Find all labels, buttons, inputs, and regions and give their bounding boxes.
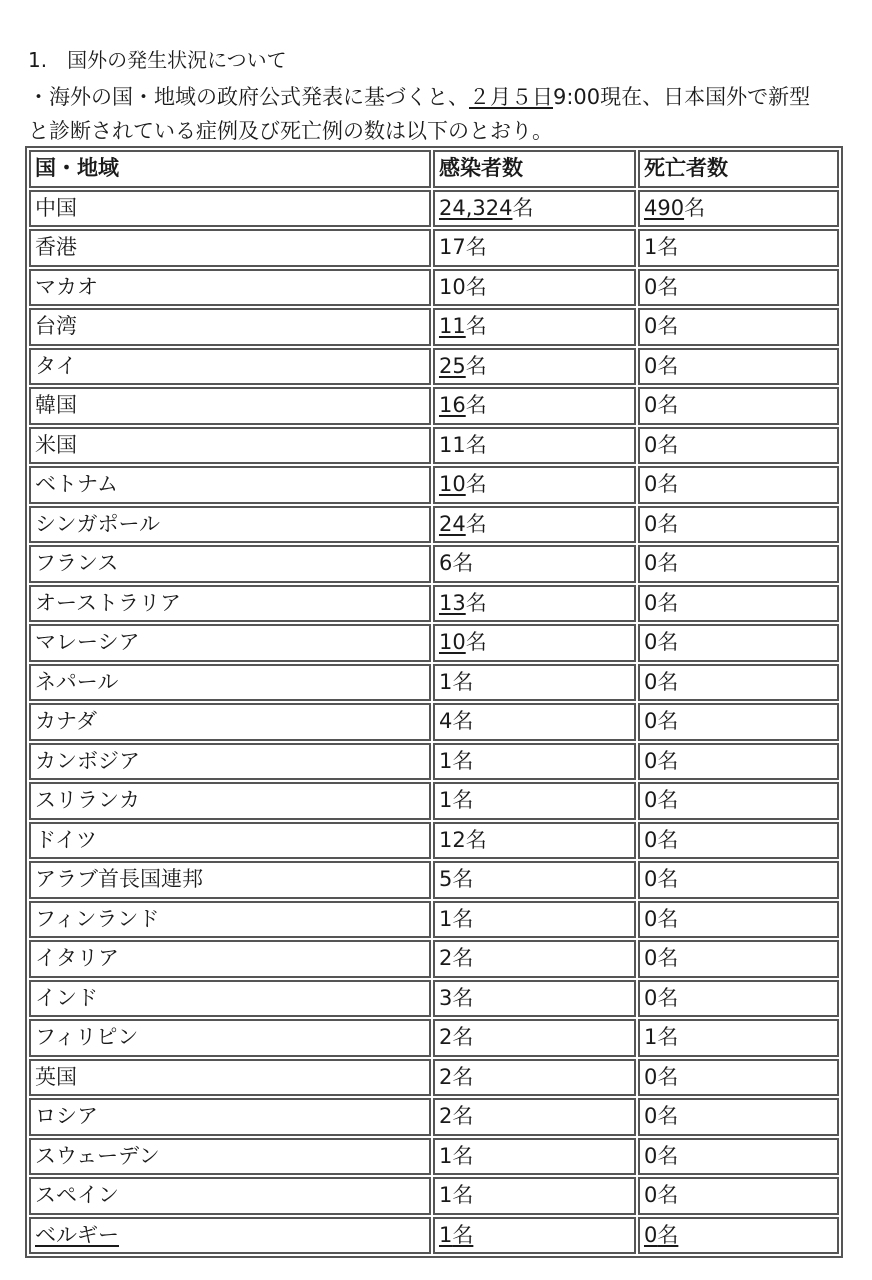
deaths-cell — [638, 1138, 839, 1176]
cases-value: 17 — [438, 235, 466, 260]
region-cell — [29, 901, 431, 939]
cases-value: 6 — [438, 551, 453, 576]
cases-value: 11 — [438, 314, 466, 339]
deaths-cell — [638, 1177, 839, 1215]
header-region: 国・地域 — [29, 150, 431, 188]
deaths-cell — [638, 822, 839, 860]
deaths-value: 0 — [643, 590, 658, 615]
deaths-value: 0 — [643, 985, 658, 1010]
region-cell — [29, 980, 431, 1018]
deaths-value: 0 — [643, 1183, 658, 1208]
cases-unit: 名 — [452, 551, 474, 576]
deaths-value: 0 — [643, 946, 658, 971]
deaths-unit: 名 — [657, 906, 679, 931]
cases-cell — [433, 743, 636, 781]
deaths-value: 0 — [643, 669, 658, 694]
region-cell — [29, 585, 431, 623]
deaths-unit: 名 — [657, 946, 679, 971]
deaths-unit: 名 — [657, 788, 679, 813]
cases-unit: 名 — [452, 709, 474, 734]
deaths-unit: 名 — [657, 590, 679, 615]
table-header-row — [29, 150, 839, 188]
cases-cell — [433, 1059, 636, 1097]
cases-cell — [433, 545, 636, 583]
deaths-value: 490 — [643, 195, 685, 220]
deaths-unit: 名 — [657, 1064, 679, 1089]
deaths-cell — [638, 624, 839, 662]
deaths-value: 0 — [643, 867, 658, 892]
deaths-value: 0 — [643, 274, 658, 299]
region-cell — [29, 940, 431, 978]
region-cell — [29, 427, 431, 465]
deaths-cell — [638, 1098, 839, 1136]
table-body — [29, 190, 839, 1255]
deaths-cell — [638, 229, 839, 267]
cases-unit: 名 — [452, 1064, 474, 1089]
deaths-unit: 名 — [657, 1222, 679, 1247]
table-row — [29, 427, 839, 465]
cases-value: 13 — [438, 590, 466, 615]
table-row — [29, 545, 839, 583]
deaths-unit: 名 — [657, 827, 679, 852]
deaths-value: 0 — [643, 1064, 658, 1089]
deaths-unit: 名 — [657, 867, 679, 892]
deaths-cell — [638, 506, 839, 544]
region-cell — [29, 190, 431, 228]
table-row — [29, 980, 839, 1018]
deaths-unit: 名 — [657, 432, 679, 457]
deaths-value: 1 — [643, 235, 658, 260]
table-row — [29, 1059, 839, 1097]
table-row — [29, 1217, 839, 1255]
deaths-cell — [638, 901, 839, 939]
table-row — [29, 269, 839, 307]
header-deaths: 死亡者数 — [638, 150, 839, 188]
region-name: ドイツ — [35, 827, 97, 852]
region-name: フランス — [35, 551, 119, 576]
deaths-value: 0 — [643, 906, 658, 931]
region-name: インド — [35, 985, 98, 1010]
deaths-cell — [638, 664, 839, 702]
cases-cell — [433, 269, 636, 307]
intro-paragraph — [28, 80, 872, 148]
cases-value: 1 — [438, 788, 453, 813]
cases-unit: 名 — [465, 353, 487, 378]
region-cell — [29, 782, 431, 820]
region-name: ロシア — [35, 1104, 98, 1129]
deaths-value: 0 — [643, 1104, 658, 1129]
region-name: アラブ首長国連邦 — [35, 867, 203, 892]
deaths-cell — [638, 269, 839, 307]
deaths-cell — [638, 980, 839, 1018]
deaths-cell — [638, 190, 839, 228]
deaths-unit: 名 — [657, 1104, 679, 1129]
cases-unit: 名 — [465, 314, 487, 339]
cases-cell — [433, 308, 636, 346]
table-row — [29, 822, 839, 860]
table-row — [29, 190, 839, 228]
deaths-cell — [638, 466, 839, 504]
cases-value: 24,324 — [438, 195, 513, 220]
cases-value: 12 — [438, 827, 466, 852]
cases-unit: 名 — [452, 1183, 474, 1208]
cases-cell — [433, 585, 636, 623]
cases-unit: 名 — [452, 788, 474, 813]
deaths-cell — [638, 782, 839, 820]
cases-cell — [433, 782, 636, 820]
cases-cell — [433, 1217, 636, 1255]
region-cell — [29, 1177, 431, 1215]
cases-unit: 名 — [452, 1143, 474, 1168]
deaths-unit: 名 — [657, 353, 679, 378]
cases-cell — [433, 229, 636, 267]
intro-line-2: と診断されている症例及び死亡例の数は以下のとおり。 — [28, 119, 553, 143]
region-cell — [29, 1098, 431, 1136]
cases-unit: 名 — [452, 906, 474, 931]
deaths-unit: 名 — [657, 985, 679, 1010]
table-row — [29, 1098, 839, 1136]
deaths-value: 0 — [643, 393, 658, 418]
deaths-unit: 名 — [657, 235, 679, 260]
cases-cell — [433, 664, 636, 702]
region-name: ベルギー — [35, 1222, 119, 1247]
deaths-value: 0 — [643, 630, 658, 655]
region-name: 米国 — [35, 432, 77, 457]
region-name: フィンランド — [35, 906, 160, 931]
cases-value: 10 — [438, 274, 466, 299]
cases-value: 2 — [438, 946, 453, 971]
cases-unit: 名 — [452, 985, 474, 1010]
region-name: マレーシア — [35, 630, 140, 655]
deaths-unit: 名 — [657, 511, 679, 536]
cases-cell — [433, 1019, 636, 1057]
cases-value: 2 — [438, 1104, 453, 1129]
deaths-value: 0 — [643, 353, 658, 378]
cases-cell — [433, 703, 636, 741]
intro-prefix: ・海外の国・地域の政府公式発表に基づくと、 — [28, 85, 469, 109]
table-row — [29, 387, 839, 425]
table-row — [29, 466, 839, 504]
stats-table — [25, 146, 843, 1258]
region-cell — [29, 743, 431, 781]
region-name: タイ — [35, 353, 77, 378]
deaths-value: 0 — [643, 432, 658, 457]
cases-value: 25 — [438, 353, 466, 378]
cases-unit: 名 — [452, 748, 474, 773]
cases-unit: 名 — [465, 827, 487, 852]
cases-value: 10 — [438, 472, 466, 497]
region-name: マカオ — [35, 274, 98, 299]
table-row — [29, 624, 839, 662]
deaths-cell — [638, 703, 839, 741]
table-row — [29, 664, 839, 702]
region-cell — [29, 664, 431, 702]
region-name: ベトナム — [35, 472, 118, 497]
deaths-value: 0 — [643, 551, 658, 576]
deaths-value: 0 — [643, 748, 658, 773]
region-name: カンボジア — [35, 748, 140, 773]
table-row — [29, 1138, 839, 1176]
cases-unit: 名 — [465, 590, 487, 615]
intro-suffix: 9:00現在、日本国外で新型 — [553, 85, 811, 109]
region-cell — [29, 1059, 431, 1097]
table-row — [29, 348, 839, 386]
table-row — [29, 901, 839, 939]
cases-value: 2 — [438, 1025, 453, 1050]
deaths-cell — [638, 387, 839, 425]
cases-unit: 名 — [465, 274, 487, 299]
cases-cell — [433, 1177, 636, 1215]
cases-cell — [433, 1138, 636, 1176]
cases-cell — [433, 1098, 636, 1136]
cases-value: 5 — [438, 867, 453, 892]
deaths-unit: 名 — [657, 1183, 679, 1208]
deaths-cell — [638, 743, 839, 781]
region-cell — [29, 545, 431, 583]
cases-cell — [433, 940, 636, 978]
cases-cell — [433, 901, 636, 939]
deaths-unit: 名 — [657, 748, 679, 773]
region-name: 台湾 — [35, 314, 77, 339]
region-cell — [29, 1217, 431, 1255]
region-cell — [29, 229, 431, 267]
cases-unit: 名 — [465, 630, 487, 655]
cases-unit: 名 — [452, 867, 474, 892]
deaths-value: 0 — [643, 1222, 658, 1247]
table-row — [29, 506, 839, 544]
cases-value: 4 — [438, 709, 453, 734]
cases-unit: 名 — [512, 195, 534, 220]
deaths-unit: 名 — [657, 669, 679, 694]
cases-cell — [433, 427, 636, 465]
cases-value: 16 — [438, 393, 466, 418]
region-cell — [29, 269, 431, 307]
region-name: シンガポール — [35, 511, 161, 536]
table-row — [29, 1019, 839, 1057]
region-name: 香港 — [35, 235, 77, 260]
cases-cell — [433, 348, 636, 386]
deaths-unit: 名 — [657, 630, 679, 655]
deaths-value: 0 — [643, 314, 658, 339]
region-name: カナダ — [35, 709, 97, 734]
cases-value: 1 — [438, 1183, 453, 1208]
cases-unit: 名 — [465, 472, 487, 497]
cases-cell — [433, 466, 636, 504]
region-cell — [29, 387, 431, 425]
cases-cell — [433, 190, 636, 228]
deaths-unit: 名 — [657, 1143, 679, 1168]
deaths-unit: 名 — [657, 709, 679, 734]
cases-value: 1 — [438, 748, 453, 773]
deaths-unit: 名 — [657, 314, 679, 339]
region-cell — [29, 308, 431, 346]
cases-cell — [433, 861, 636, 899]
region-name: スウェーデン — [35, 1143, 160, 1168]
deaths-unit: 名 — [657, 472, 679, 497]
region-name: 英国 — [35, 1064, 77, 1089]
cases-unit: 名 — [465, 432, 487, 457]
deaths-unit: 名 — [657, 274, 679, 299]
deaths-cell — [638, 585, 839, 623]
table-row — [29, 782, 839, 820]
cases-value: 1 — [438, 1222, 453, 1247]
table-row — [29, 861, 839, 899]
region-cell — [29, 466, 431, 504]
table-row — [29, 743, 839, 781]
deaths-cell — [638, 861, 839, 899]
header-cases: 感染者数 — [433, 150, 636, 188]
cases-unit: 名 — [452, 946, 474, 971]
cases-unit: 名 — [465, 511, 487, 536]
deaths-value: 0 — [643, 1143, 658, 1168]
region-name: スリランカ — [35, 788, 140, 813]
deaths-value: 0 — [643, 788, 658, 813]
cases-unit: 名 — [452, 669, 474, 694]
stats-table-wrapper — [25, 146, 843, 1258]
region-cell — [29, 624, 431, 662]
cases-cell — [433, 980, 636, 1018]
region-cell — [29, 703, 431, 741]
intro-date: ２月５日 — [469, 85, 553, 109]
cases-value: 2 — [438, 1064, 453, 1089]
cases-value: 1 — [438, 1143, 453, 1168]
region-name: 韓国 — [35, 393, 77, 418]
deaths-cell — [638, 348, 839, 386]
cases-value: 11 — [438, 432, 466, 457]
cases-unit: 名 — [452, 1025, 474, 1050]
table-row — [29, 229, 839, 267]
deaths-cell — [638, 1217, 839, 1255]
section-heading: 1. 国外の発生状況について — [28, 48, 287, 72]
region-cell — [29, 822, 431, 860]
deaths-unit: 名 — [657, 551, 679, 576]
region-name: イタリア — [35, 946, 119, 971]
region-cell — [29, 1019, 431, 1057]
deaths-cell — [638, 308, 839, 346]
cases-value: 1 — [438, 906, 453, 931]
cases-cell — [433, 506, 636, 544]
cases-cell — [433, 822, 636, 860]
region-cell — [29, 861, 431, 899]
deaths-value: 0 — [643, 511, 658, 536]
cases-value: 1 — [438, 669, 453, 694]
deaths-cell — [638, 1019, 839, 1057]
deaths-unit: 名 — [657, 393, 679, 418]
deaths-value: 0 — [643, 709, 658, 734]
deaths-unit: 名 — [657, 1025, 679, 1050]
deaths-value: 0 — [643, 827, 658, 852]
table-row — [29, 308, 839, 346]
deaths-unit: 名 — [684, 195, 706, 220]
table-row — [29, 940, 839, 978]
region-name: 中国 — [35, 195, 77, 220]
deaths-value: 0 — [643, 472, 658, 497]
cases-unit: 名 — [465, 393, 487, 418]
cases-unit: 名 — [452, 1104, 474, 1129]
deaths-value: 1 — [643, 1025, 658, 1050]
cases-cell — [433, 624, 636, 662]
region-cell — [29, 506, 431, 544]
cases-unit: 名 — [452, 1222, 474, 1247]
region-cell — [29, 1138, 431, 1176]
deaths-cell — [638, 545, 839, 583]
region-name: スペイン — [35, 1183, 119, 1208]
region-name: ネパール — [35, 669, 119, 694]
cases-value: 24 — [438, 511, 466, 536]
deaths-cell — [638, 1059, 839, 1097]
cases-unit: 名 — [465, 235, 487, 260]
cases-value: 10 — [438, 630, 466, 655]
table-row — [29, 1177, 839, 1215]
cases-value: 3 — [438, 985, 453, 1010]
table-row — [29, 703, 839, 741]
deaths-cell — [638, 427, 839, 465]
table-row — [29, 585, 839, 623]
cases-cell — [433, 387, 636, 425]
region-cell — [29, 348, 431, 386]
region-name: フィリピン — [35, 1025, 139, 1050]
deaths-cell — [638, 940, 839, 978]
region-name: オーストラリア — [35, 590, 181, 615]
intro-line-1 — [28, 80, 872, 114]
